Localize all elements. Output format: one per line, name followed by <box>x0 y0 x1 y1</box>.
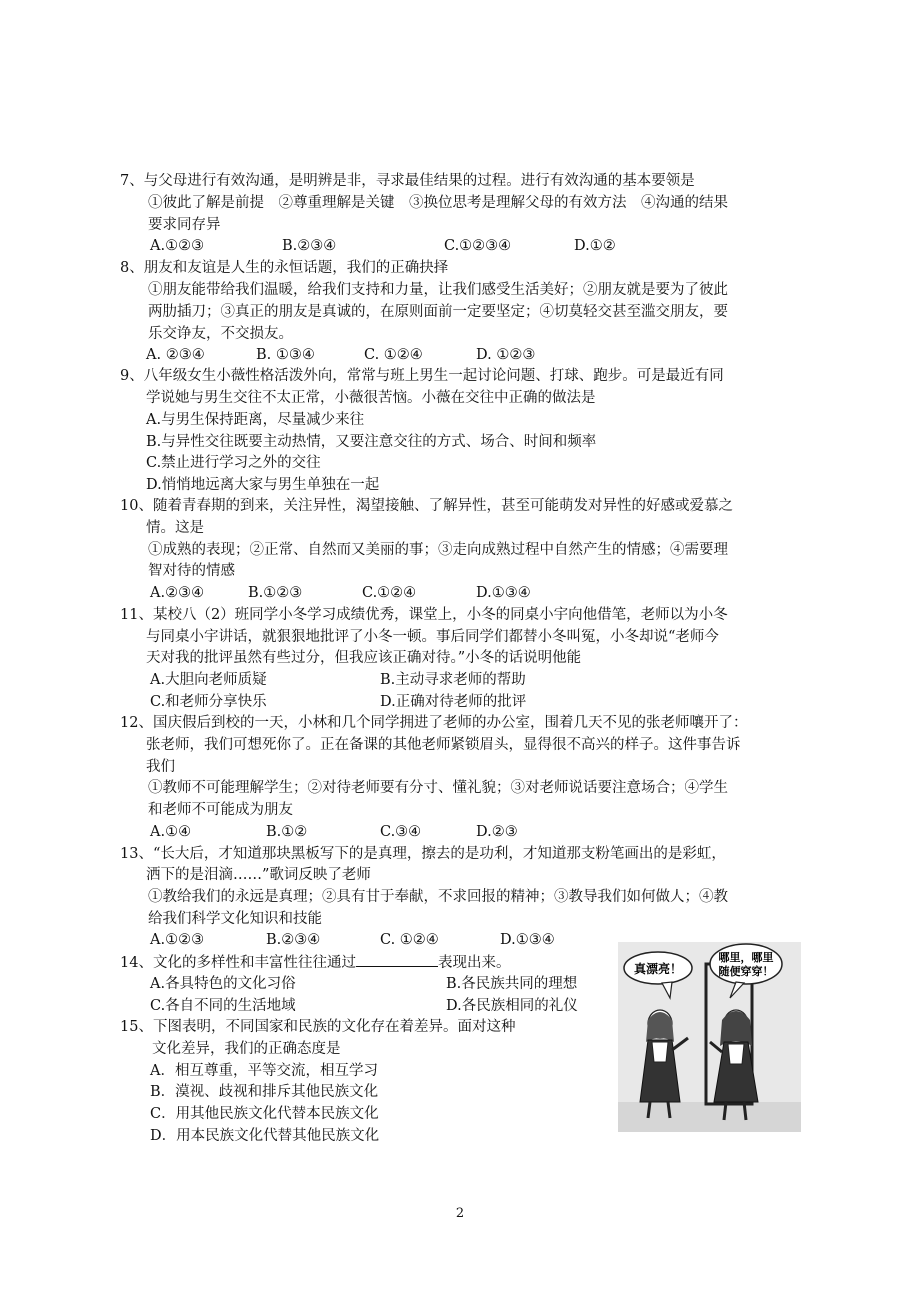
q12-option-d: D.②③ <box>476 824 518 840</box>
q14-option-c: C.各自不同的生活地域 <box>150 998 296 1014</box>
q13-items: ①教给我们的永远是真理；②具有甘于奉献，不求回报的精神；③教导我们如何做人；④教 <box>148 889 728 905</box>
q8-items: 两肋插刀；③真正的朋友是真诚的，在原则面前一定要坚定；④切莫轻交甚至滥交朋友，要 <box>148 304 728 320</box>
q13-option-b: B.②③④ <box>266 932 321 948</box>
q7-option-d: D.①② <box>574 238 616 254</box>
q10-stem: 情。这是 <box>146 520 204 536</box>
speech-bubble-right <box>710 944 782 984</box>
q13-option-c: C. ①②④ <box>380 932 439 948</box>
q10-items: ①成熟的表现；②正常、自然而又美丽的事；③走向成熟过程中自然产生的情感；④需要理 <box>148 542 728 558</box>
q14-stem-part1: 14、文化的多样性和丰富性往往通过 <box>120 955 356 971</box>
q13-stem: 13、“长大后，才知道那块黑板写下的是真理，擦去的是功利，才知道那支粉笔画出的是彩虹， <box>120 846 726 862</box>
q13-stem: 洒下的是泪滴……”歌词反映了老师 <box>146 867 371 883</box>
q11-option-b: B.主动寻求老师的帮助 <box>380 672 526 688</box>
q10-option-d: D.①③④ <box>476 585 531 601</box>
q14-option-a: A.各具特色的文化习俗 <box>150 976 296 992</box>
q10-stem: 10、随着青春期的到来，关注异性，渴望接触、了解异性，甚至可能萌发对异性的好感或爱慕之 <box>120 498 733 514</box>
q7-stem: 7、与父母进行有效沟通，是明辨是非，寻求最佳结果的过程。进行有效沟通的基本要领是 <box>120 173 695 189</box>
q8-option-d: D. ①②③ <box>476 347 536 363</box>
q13-option-a: A.①②③ <box>150 932 205 948</box>
q15-option-c: C．用其他民族文化代替本民族文化 <box>150 1106 379 1122</box>
q15-option-b: B．漠视、歧视和排斥其他民族文化 <box>150 1084 379 1100</box>
q14-option-b: B.各民族共同的理想 <box>446 976 578 992</box>
page-number: 2 <box>455 1206 465 1221</box>
cartoon-illustration <box>618 942 801 1132</box>
q9-option-c: C.禁止进行学习之外的交往 <box>146 455 321 471</box>
q12-option-a: A.①④ <box>150 824 192 840</box>
q10-items: 智对待的情感 <box>148 563 235 579</box>
q8-stem: 8、朋友和友谊是人生的永恒话题，我们的正确抉择 <box>120 260 449 276</box>
q15-option-a: A．相互尊重，平等交流，相互学习 <box>150 1063 378 1079</box>
q10-option-c: C.①②④ <box>362 585 417 601</box>
q9-option-d: D.悄悄地远离大家与男生单独在一起 <box>146 477 380 493</box>
q11-stem: 11、某校八（2）班同学小冬学习成绩优秀，课堂上，小冬的同桌小宇向他借笔，老师以为小冬 <box>120 607 728 623</box>
q8-option-c: C. ①②④ <box>364 347 423 363</box>
q7-option-b: B.②③④ <box>282 238 337 254</box>
q12-items: ①教师不可能理解学生；②对待老师要有分寸、懂礼貌；③对老师说话要注意场合；④学生 <box>148 780 728 796</box>
q11-stem: 与同桌小宇讲话，就狠狠地批评了小冬一顿。事后同学们都替小冬叫冤，小冬却说“老师今 <box>146 629 719 645</box>
bubble-right-text-1: 哪里，哪里 <box>718 951 774 964</box>
q14-stem-part2: 表现出来。 <box>437 955 511 971</box>
q14-option-d: D.各民族相同的礼仪 <box>446 998 578 1014</box>
q11-option-d: D.正确对待老师的批评 <box>380 694 527 710</box>
q11-stem: 天对我的批评虽然有些过分，但我应该正确对待。”小冬的话说明他能 <box>146 650 582 666</box>
q15-stem: 15、下图表明，不同国家和民族的文化存在着差异。面对这种 <box>120 1019 516 1035</box>
q8-option-a: A. ②③④ <box>146 347 205 363</box>
q13-items: 给我们科学文化知识和技能 <box>148 911 322 927</box>
q8-option-b: B. ①③④ <box>256 347 315 363</box>
q14-stem <box>120 952 510 973</box>
q7-option-a: A.①②③ <box>150 238 205 254</box>
q11-option-a: A.大胆向老师质疑 <box>150 672 267 688</box>
q7-option-c: C.①②③④ <box>444 238 512 254</box>
q10-option-a: A.②③④ <box>150 585 205 601</box>
bubble-left-text: 真漂亮！ <box>633 962 683 976</box>
q11-option-c: C.和老师分享快乐 <box>150 694 267 710</box>
q13-option-d: D.①③④ <box>500 932 555 948</box>
q8-items: ①朋友能带给我们温暖，给我们支持和力量，让我们感受生活美好；②朋友就是要为了彼此 <box>148 282 728 298</box>
answer-blank <box>356 952 438 967</box>
q12-stem: 12、国庆假后到校的一天，小林和几个同学拥进了老师的办公室，围着几天不见的张老师嚷开了： <box>120 715 748 731</box>
q9-option-a: A.与男生保持距离，尽量减少来往 <box>146 412 365 428</box>
q15-stem: 文化差异，我们的正确态度是 <box>152 1041 341 1057</box>
q9-stem: 9、八年级女生小薇性格活泼外向，常常与班上男生一起讨论问题、打球、跑步。可是最近有同 <box>120 368 724 384</box>
q12-stem: 我们 <box>146 759 175 775</box>
q9-option-b: B.与异性交往既要主动热情，又要注意交往的方式、场合、时间和频率 <box>146 434 597 450</box>
q7-items: 要求同存异 <box>148 217 221 233</box>
bubble-right-text-2: 随便穿穿！ <box>718 965 774 978</box>
q15-option-d: D．用本民族文化代替其他民族文化 <box>150 1128 380 1144</box>
q12-stem: 张老师，我们可想死你了。正在备课的其他老师紧锁眉头，显得很不高兴的样子。这件事告诉 <box>146 737 741 753</box>
q7-items: ①彼此了解是前提 ②尊重理解是关键 ③换位思考是理解父母的有效方法 ④沟通的结果 <box>148 195 728 211</box>
q10-option-b: B.①②③ <box>248 585 303 601</box>
q9-stem: 学说她与男生交往不太正常，小薇很苦恼。小薇在交往中正确的做法是 <box>146 390 596 406</box>
q12-items: 和老师不可能成为朋友 <box>148 802 293 818</box>
q8-items: 乐交诤友，不交损友。 <box>148 326 293 342</box>
q12-option-b: B.①② <box>266 824 308 840</box>
q12-option-c: C.③④ <box>380 824 422 840</box>
